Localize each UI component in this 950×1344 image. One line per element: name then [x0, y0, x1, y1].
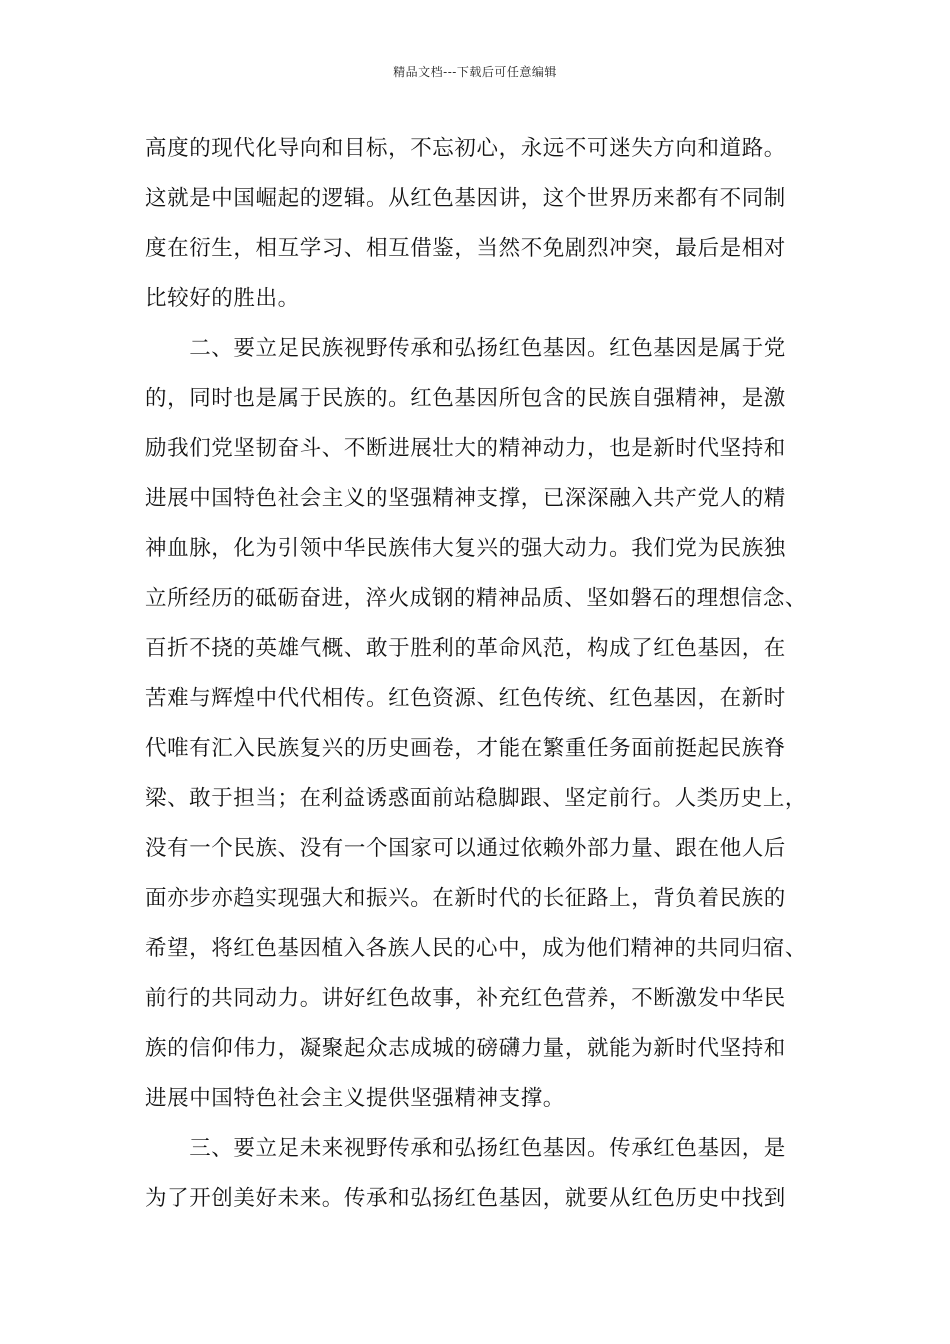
text-line: 前行的共同动力。讲好红色故事，补充红色营养，不断激发中华民 — [145, 986, 786, 1011]
text-line: 族的信仰伟力，凝聚起众志成城的磅礴力量，就能为新时代坚持和 — [145, 1036, 786, 1061]
text-line: 三、要立足未来视野传承和弘扬红色基因。传承红色基因，是 — [145, 1136, 786, 1161]
text-line: 梁、敢于担当；在利益诱惑面前站稳脚跟、坚定前行。人类历史上， — [145, 786, 808, 811]
document-body — [145, 124, 807, 1224]
text-line: 面亦步亦趋实现强大和振兴。在新时代的长征路上，背负着民族的 — [145, 886, 786, 911]
text-line: 百折不挠的英雄气概、敢于胜利的革命风范，构成了红色基因，在 — [145, 636, 786, 661]
page-header: 精品文档---下载后可任意编辑 — [393, 65, 557, 79]
text-line: 进展中国特色社会主义的坚强精神支撑，已深深融入共产党人的精 — [145, 486, 786, 511]
text-line: 没有一个民族、没有一个国家可以通过依赖外部力量、跟在他人后 — [145, 836, 786, 861]
text-line: 度在衍生，相互学习、相互借鉴，当然不免剧烈冲突，最后是相对 — [145, 236, 786, 261]
text-line: 代唯有汇入民族复兴的历史画卷，才能在繁重任务面前挺起民族脊 — [145, 736, 786, 761]
text-line: 励我们党坚韧奋斗、不断进展壮大的精神动力，也是新时代坚持和 — [145, 436, 786, 461]
text-line: 为了开创美好未来。传承和弘扬红色基因，就要从红色历史中找到 — [145, 1186, 786, 1211]
text-line: 希望，将红色基因植入各族人民的心中，成为他们精神的共同归宿、 — [145, 936, 808, 961]
text-line: 比较好的胜出。 — [145, 286, 300, 311]
text-line: 这就是中国崛起的逻辑。从红色基因讲，这个世界历来都有不同制 — [145, 186, 786, 211]
text-line: 神血脉，化为引领中华民族伟大复兴的强大动力。我们党为民族独 — [145, 536, 786, 561]
text-line: 进展中国特色社会主义提供坚强精神支撑。 — [145, 1086, 565, 1111]
text-line: 苦难与辉煌中代代相传。红色资源、红色传统、红色基因，在新时 — [145, 686, 786, 711]
text-line: 立所经历的砥砺奋进，淬火成钢的精神品质、坚如磐石的理想信念、 — [145, 586, 808, 611]
text-line: 高度的现代化导向和目标，不忘初心，永远不可迷失方向和道路。 — [145, 136, 786, 161]
text-line: 二、要立足民族视野传承和弘扬红色基因。红色基因是属于党 — [145, 336, 786, 361]
text-line: 的，同时也是属于民族的。红色基因所包含的民族自强精神，是激 — [145, 386, 786, 411]
